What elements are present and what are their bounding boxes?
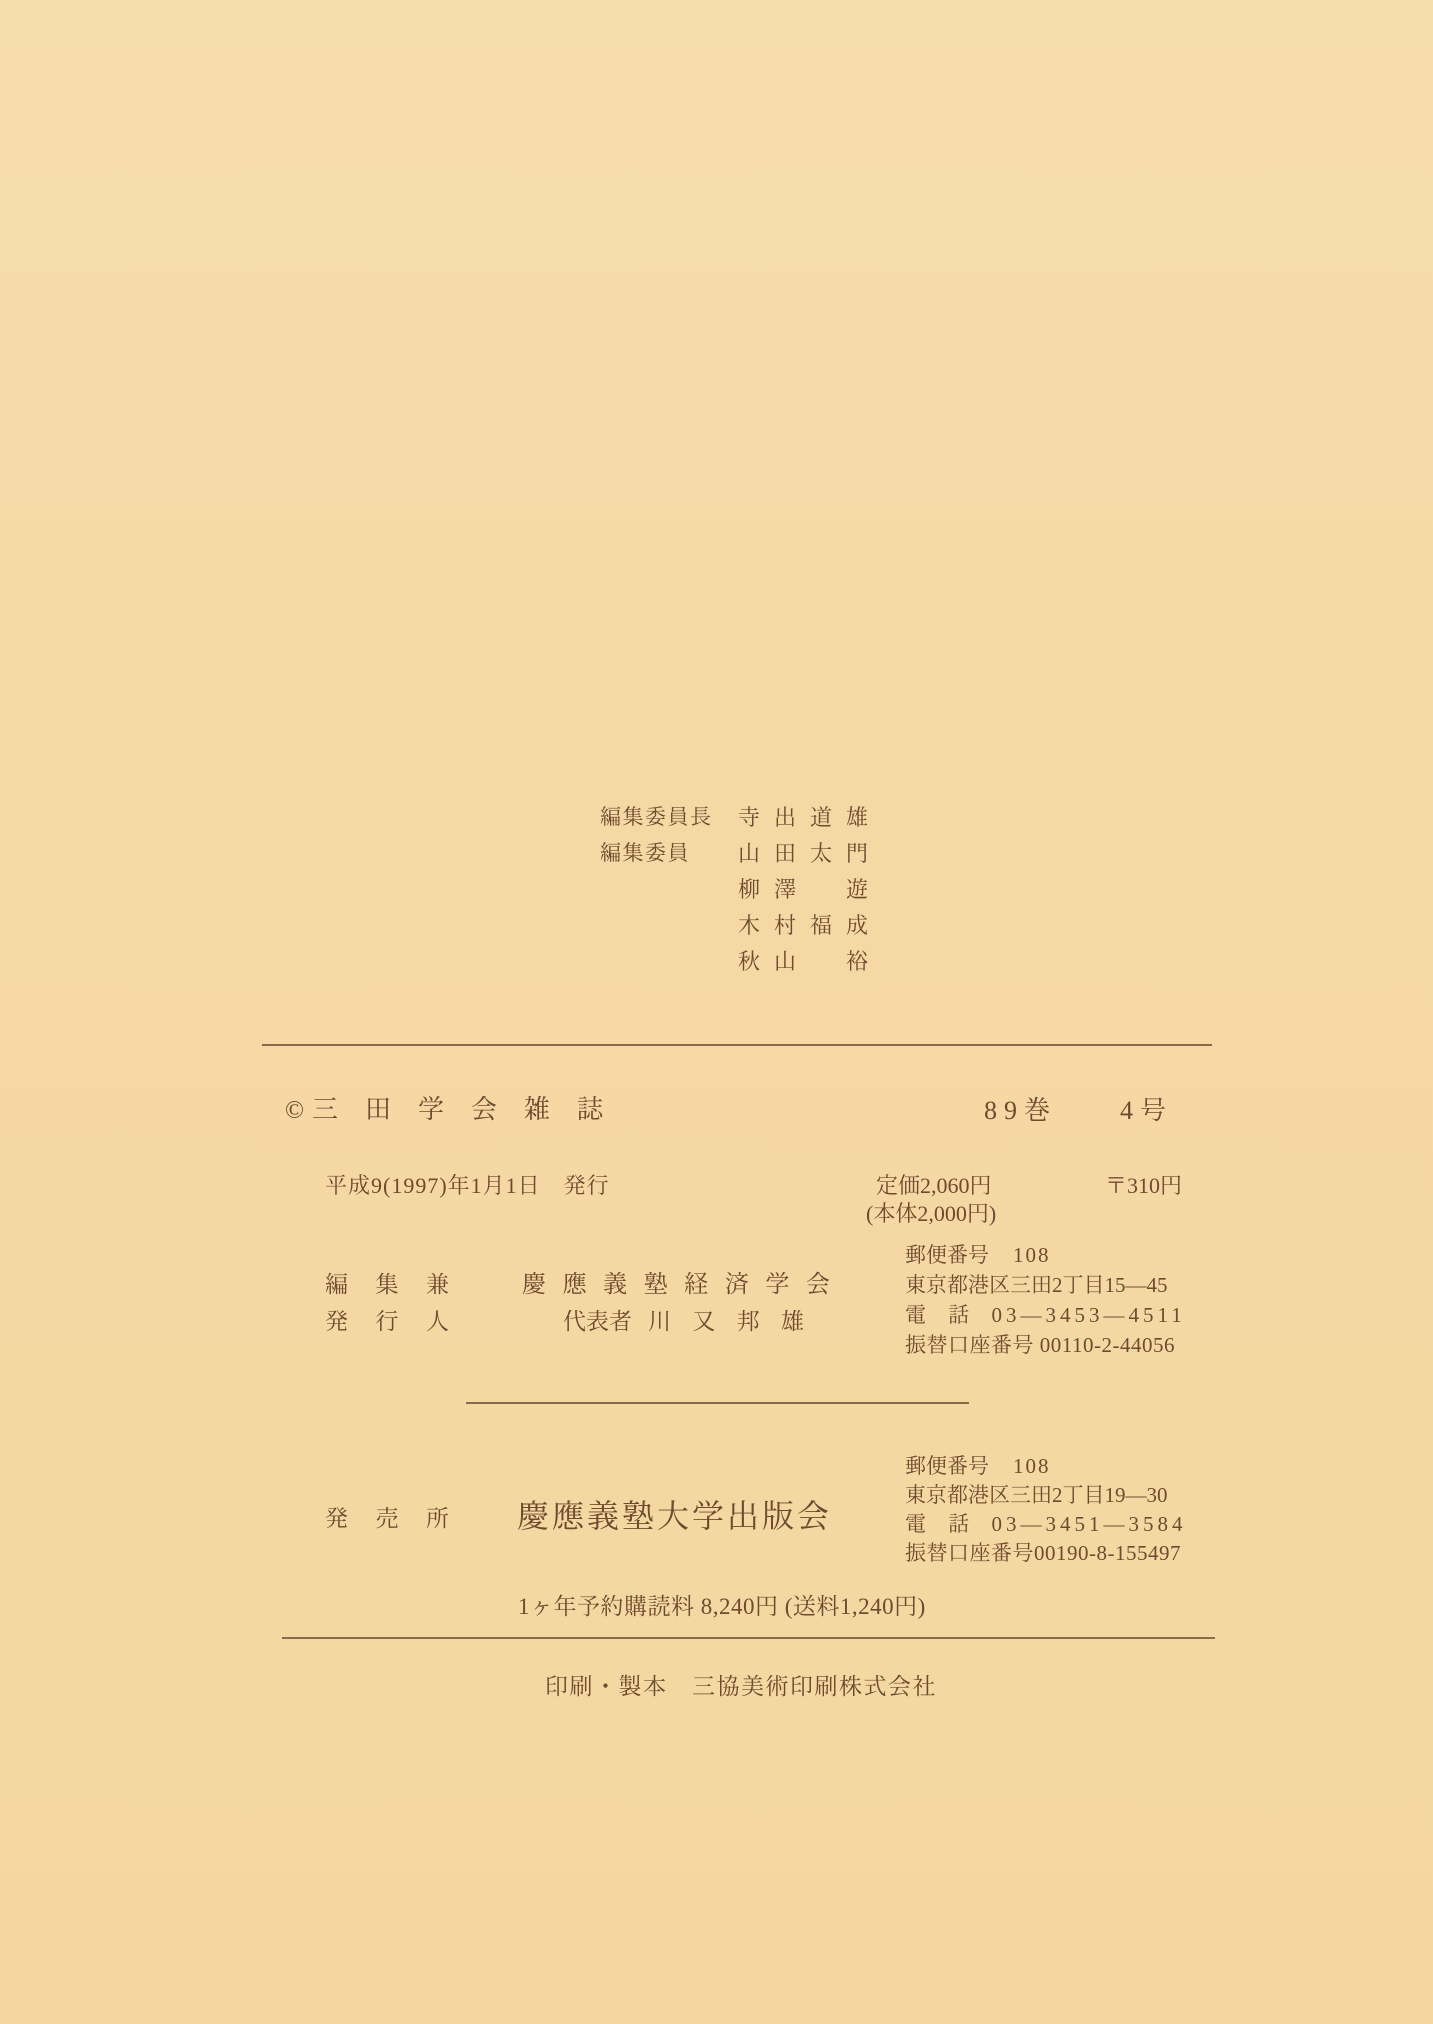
publisher-role-label-line2: 発行人 bbox=[325, 1309, 449, 1334]
distributor-role-label: 発売所 bbox=[325, 1506, 449, 1531]
distributor-postal-line bbox=[905, 1452, 1187, 1481]
price: 定価2,060円 bbox=[876, 1173, 992, 1198]
distributor-contact-block bbox=[905, 1452, 1187, 1568]
editorial-board-row bbox=[600, 870, 868, 906]
editorial-board-row bbox=[600, 798, 868, 834]
horizontal-rule-middle bbox=[466, 1402, 969, 1404]
publisher-address: 東京都港区三田2丁目15—45 bbox=[905, 1273, 1168, 1297]
issue-number: 4号 bbox=[1120, 1096, 1174, 1125]
distributor-phone: 電 話 03—3451—3584 bbox=[905, 1512, 1187, 1536]
distributor-postal-label: 郵便番号 bbox=[905, 1454, 989, 1478]
publisher-postal-label: 郵便番号 bbox=[905, 1243, 989, 1267]
publisher-postal-line bbox=[905, 1240, 1186, 1270]
publisher-phone: 電 話 03—3453—4511 bbox=[905, 1303, 1186, 1327]
editorial-board-row bbox=[600, 942, 868, 978]
publisher-role-label-line1: 編集兼 bbox=[325, 1272, 449, 1297]
distributor-giro-account: 振替口座番号00190-8-155497 bbox=[905, 1541, 1181, 1565]
editorial-board-row bbox=[600, 834, 868, 870]
distributor-organization: 慶應義塾大学出版会 bbox=[517, 1498, 833, 1534]
publisher-postal-code: 108 bbox=[1013, 1243, 1051, 1267]
publisher-representative bbox=[563, 1303, 804, 1336]
representative-label: 代表者 bbox=[563, 1309, 632, 1334]
postage: 〒310円 bbox=[1105, 1173, 1183, 1198]
distributor-address: 東京都港区三田2丁目19—30 bbox=[905, 1483, 1168, 1507]
publisher-organization: 慶應義塾経済学会 bbox=[522, 1272, 830, 1298]
horizontal-rule-bottom bbox=[282, 1637, 1215, 1639]
publication-date: 平成9(1997)年1月1日 発行 bbox=[325, 1173, 610, 1198]
editor-name: 秋山 裕 bbox=[738, 948, 868, 974]
horizontal-rule-top bbox=[262, 1044, 1212, 1046]
printing-info: 印刷・製本 三協美術印刷株式会社 bbox=[545, 1674, 937, 1699]
copyright-mark: © bbox=[285, 1097, 304, 1124]
distributor-postal-code: 108 bbox=[1013, 1454, 1051, 1478]
editor-name: 山田太門 bbox=[738, 840, 868, 866]
editorial-board-row bbox=[600, 906, 868, 942]
volume-number: 89巻 bbox=[984, 1096, 1058, 1125]
journal-title: 三田学会雑誌 bbox=[312, 1095, 631, 1124]
base-price: (本体2,000円) bbox=[866, 1201, 997, 1226]
representative-name: 川又邦雄 bbox=[648, 1309, 804, 1334]
editor-name: 寺出道雄 bbox=[738, 804, 868, 830]
subscription-info: 1ヶ年予約購読料 8,240円 (送料1,240円) bbox=[518, 1594, 926, 1619]
publisher-giro-account: 振替口座番号 00110-2-44056 bbox=[905, 1333, 1175, 1357]
editorial-role-label: 編集委員長 bbox=[600, 805, 713, 829]
editor-name: 木村福成 bbox=[738, 912, 868, 938]
publisher-contact-block bbox=[905, 1240, 1186, 1360]
journal-title-line bbox=[285, 1089, 630, 1126]
editorial-role-label: 編集委員 bbox=[600, 841, 690, 865]
editor-name: 柳澤 遊 bbox=[738, 876, 868, 902]
editorial-board bbox=[600, 798, 868, 978]
